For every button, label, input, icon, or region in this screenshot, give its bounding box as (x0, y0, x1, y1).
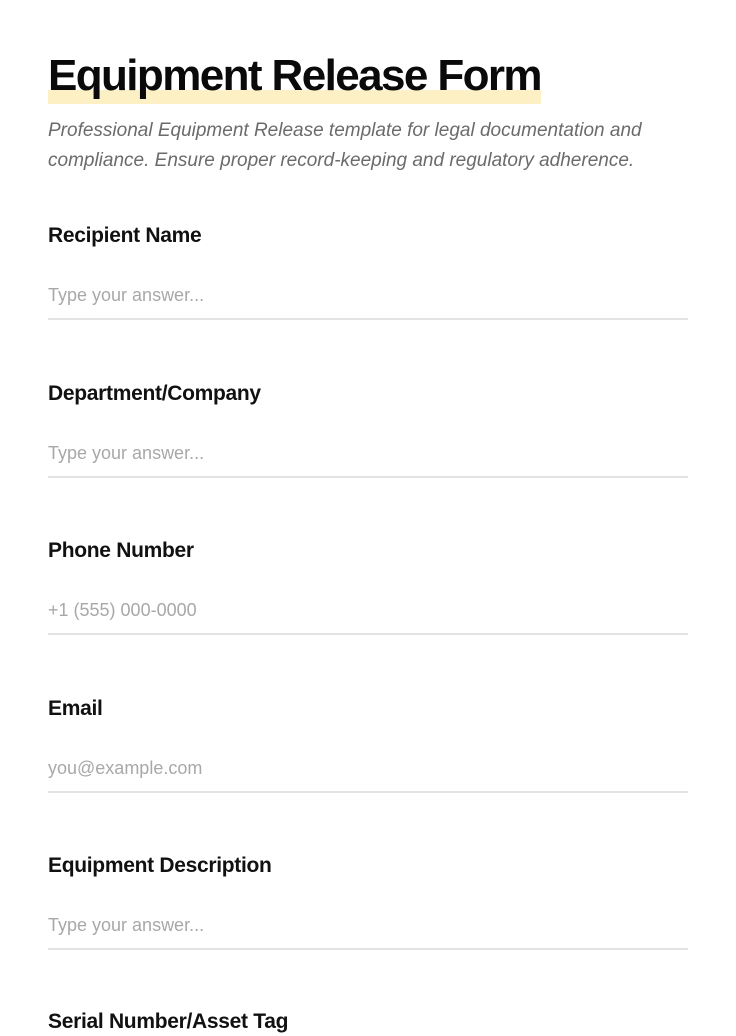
field-label: Recipient Name (48, 224, 202, 247)
department-company-input[interactable] (48, 442, 688, 478)
phone-number-input[interactable] (48, 599, 688, 635)
field-label: Serial Number/Asset Tag (48, 1010, 289, 1033)
email-input[interactable] (48, 757, 688, 793)
equipment-description-input[interactable] (48, 914, 688, 950)
field-serial-number-asset-tag (48, 1008, 688, 1036)
field-label: Email (48, 697, 103, 720)
field-equipment-description (48, 852, 688, 950)
form-title-wrap (48, 50, 541, 102)
field-phone-number (48, 537, 688, 635)
field-recipient-name (48, 222, 688, 320)
form-title: Equipment Release Form (48, 51, 541, 100)
field-label: Phone Number (48, 539, 194, 562)
field-label: Equipment Description (48, 854, 272, 877)
field-label: Department/Company (48, 382, 261, 405)
field-email (48, 695, 688, 793)
field-department-company (48, 380, 688, 478)
recipient-name-input[interactable] (48, 284, 688, 320)
form-description: Professional Equipment Release template for legal documentation and compliance. Ensure proper record-keeping and regulatory adherence. (48, 120, 642, 171)
